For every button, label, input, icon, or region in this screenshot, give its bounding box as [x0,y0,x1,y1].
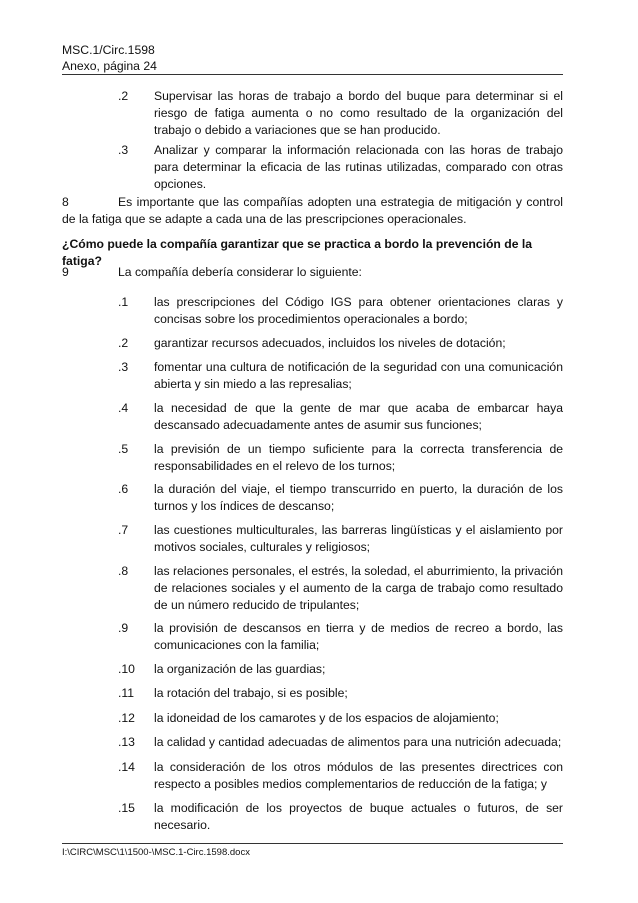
item-text: la consideración de los otros módulos de las presentes directrices con respecto a posibles medios complementarios de reducción de la fatiga; y [154,760,563,791]
item-number: .2 [118,336,129,350]
item-text: la calidad y cantidad adecuadas de alimentos para una nutrición adecuada; [154,735,562,749]
item-number: .4 [118,401,129,415]
item-number: .11 [118,686,135,700]
paragraph-8 [62,194,563,228]
item-number: .9 [118,621,129,635]
item-text: fomentar una cultura de notificación de la seguridad con una comunicación abierta y sin miedo a las represalias; [154,360,563,391]
item-text: la idoneidad de los camarotes y de los espacios de alojamiento; [154,711,499,725]
paragraph-text: La compañía debería considerar lo siguiente: [118,265,362,279]
file-path-footer: I:\CIRC\MSC\1\1500-\MSC.1-Circ.1598.docx [62,847,250,858]
section-heading: ¿Cómo puede la compañía garantizar que se practica a bordo la prevención de la fatiga? [62,237,533,268]
item-number: .14 [118,760,135,774]
item-text: la duración del viaje, el tiempo transcurrido en puerto, la duración de los turnos y los índices de descanso; [154,482,563,513]
item-number: .15 [118,801,135,815]
item-number: .13 [118,735,135,749]
item-text: las relaciones personales, el estrés, la soledad, el aburrimiento, la privación de relaciones sociales y el aumento de la carga de trabajo como resultado de un número reducido de tripulantes; [154,564,563,612]
item-text: la necesidad de que la gente de mar que acaba de embarcar haya descansado adecuadamente antes de asumir sus funciones; [154,401,563,432]
item-text: la previsión de un tiempo suficiente para la correcta transferencia de responsabilidades en el relevo de los turnos; [154,442,563,473]
document-reference: MSC.1/Circ.1598 [62,43,155,57]
item-text: las cuestiones multiculturales, las barreras lingüísticas y el aislamiento por motivos sociales, culturales y religiosos; [154,523,563,554]
item-number: .1 [118,295,129,309]
page-header [62,42,562,74]
item-text: Analizar y comparar la información relacionada con las horas de trabajo para determinar la eficacia de las rutinas utilizadas, comparado con otras opciones. [154,143,563,191]
item-number: .5 [118,442,129,456]
item-text: la provisión de descansos en tierra y de medios de recreo a bordo, las comunicaciones con la familia; [154,621,563,652]
item-number: .6 [118,482,129,496]
footer-divider [62,843,563,844]
paragraph-text: Es importante que las compañías adopten una estrategia de mitigación y control de la fatiga que se adapte a cada una de las prescripciones operacionales. [62,195,563,226]
item-text: garantizar recursos adecuados, incluidos los niveles de dotación; [154,336,506,350]
item-number: .12 [118,711,135,725]
item-text: la rotación del trabajo, si es posible; [154,686,348,700]
paragraph-number: 9 [62,265,69,279]
item-number: .3 [118,143,129,157]
item-text: la organización de las guardias; [154,662,326,676]
item-number: .7 [118,523,129,537]
item-text: las prescripciones del Código IGS para obtener orientaciones claras y concisas sobre los procedimientos operacionales a bordo; [154,295,563,326]
item-number: .2 [118,89,129,103]
item-number: .3 [118,360,129,374]
item-text: la modificación de los proyectos de buque actuales o futuros, de ser necesario. [154,801,563,832]
item-number: .10 [118,662,135,676]
item-text: Supervisar las horas de trabajo a bordo del buque para determinar si el riesgo de fatiga aumenta o no como resultado de la organización del trabajo o debido a variaciones que se han producido. [154,89,563,137]
paragraph-number: 8 [62,195,69,209]
page-number: Anexo, página 24 [62,59,157,73]
item-number: .8 [118,564,129,578]
header-divider [62,74,563,75]
paragraph-9 [62,264,563,281]
